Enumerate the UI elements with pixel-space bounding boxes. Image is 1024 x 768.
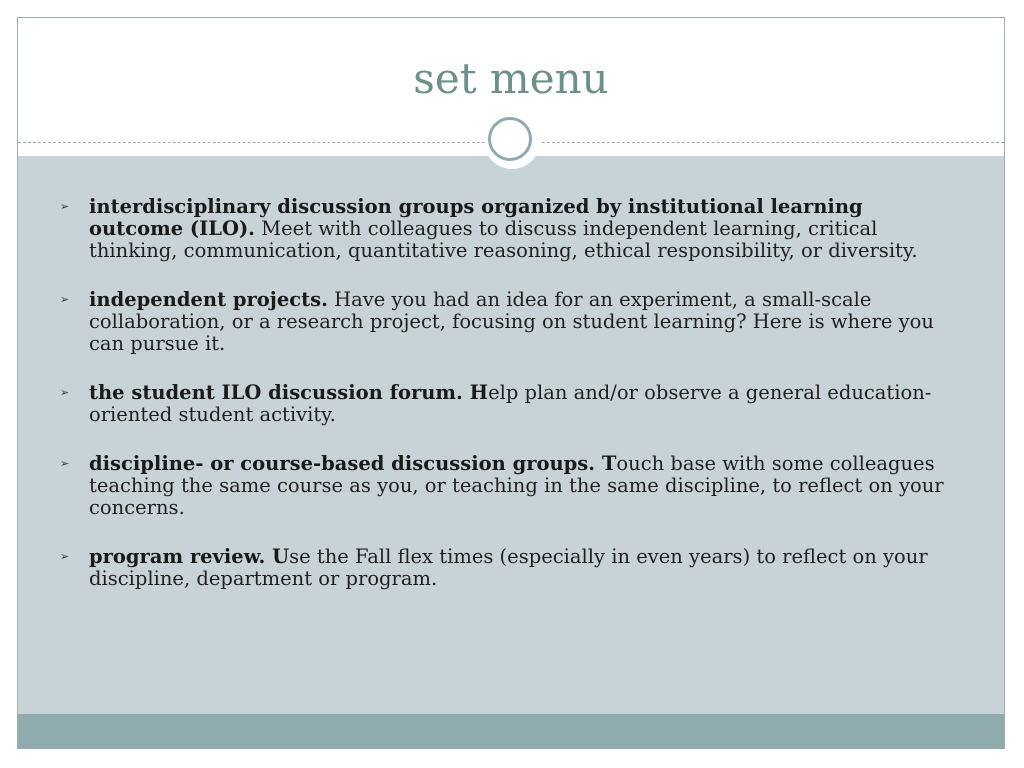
bullet-list bbox=[60, 196, 960, 617]
list-item bbox=[60, 453, 960, 519]
footer-bar bbox=[18, 714, 1004, 748]
bullet-heading: the student ILO discussion forum. H bbox=[89, 381, 489, 404]
bullet-heading: interdisciplinary discussion groups organized by institutional learning outcome (ILO). bbox=[89, 195, 863, 240]
bullet-text: Have you had an idea for an experiment, a small-scale collaboration, or a research project, focusing on student learning? Here is where you can pursue it. bbox=[89, 288, 934, 355]
bullet-text: Meet with colleagues to discuss independent learning, critical thinking, communication, quantitative reasoning, ethical responsibility, or diversity. bbox=[89, 217, 918, 262]
bullet-heading: discipline- or course-based discussion groups. T bbox=[89, 452, 617, 475]
arrow-bullet-icon: ➢ bbox=[60, 293, 70, 306]
arrow-bullet-icon: ➢ bbox=[60, 386, 70, 399]
list-item bbox=[60, 289, 960, 355]
bullet-text: ouch base with some colleagues teaching the same course as you, or teaching in the same discipline, to reflect on your concerns. bbox=[89, 452, 944, 519]
arrow-bullet-icon: ➢ bbox=[60, 457, 70, 470]
bullet-heading: independent projects. bbox=[89, 288, 328, 311]
arrow-bullet-icon: ➢ bbox=[60, 550, 70, 563]
bullet-heading: program review. U bbox=[89, 545, 290, 568]
list-item bbox=[60, 382, 960, 426]
list-item bbox=[60, 546, 960, 590]
slide-title: set menu bbox=[413, 54, 609, 103]
ring-ornament-icon bbox=[488, 117, 532, 161]
bullet-text: elp plan and/or observe a general education-oriented student activity. bbox=[89, 381, 932, 426]
list-item bbox=[60, 196, 960, 262]
arrow-bullet-icon: ➢ bbox=[60, 200, 70, 213]
bullet-text: se the Fall flex times (especially in even years) to reflect on your discipline, department or program. bbox=[89, 545, 928, 590]
